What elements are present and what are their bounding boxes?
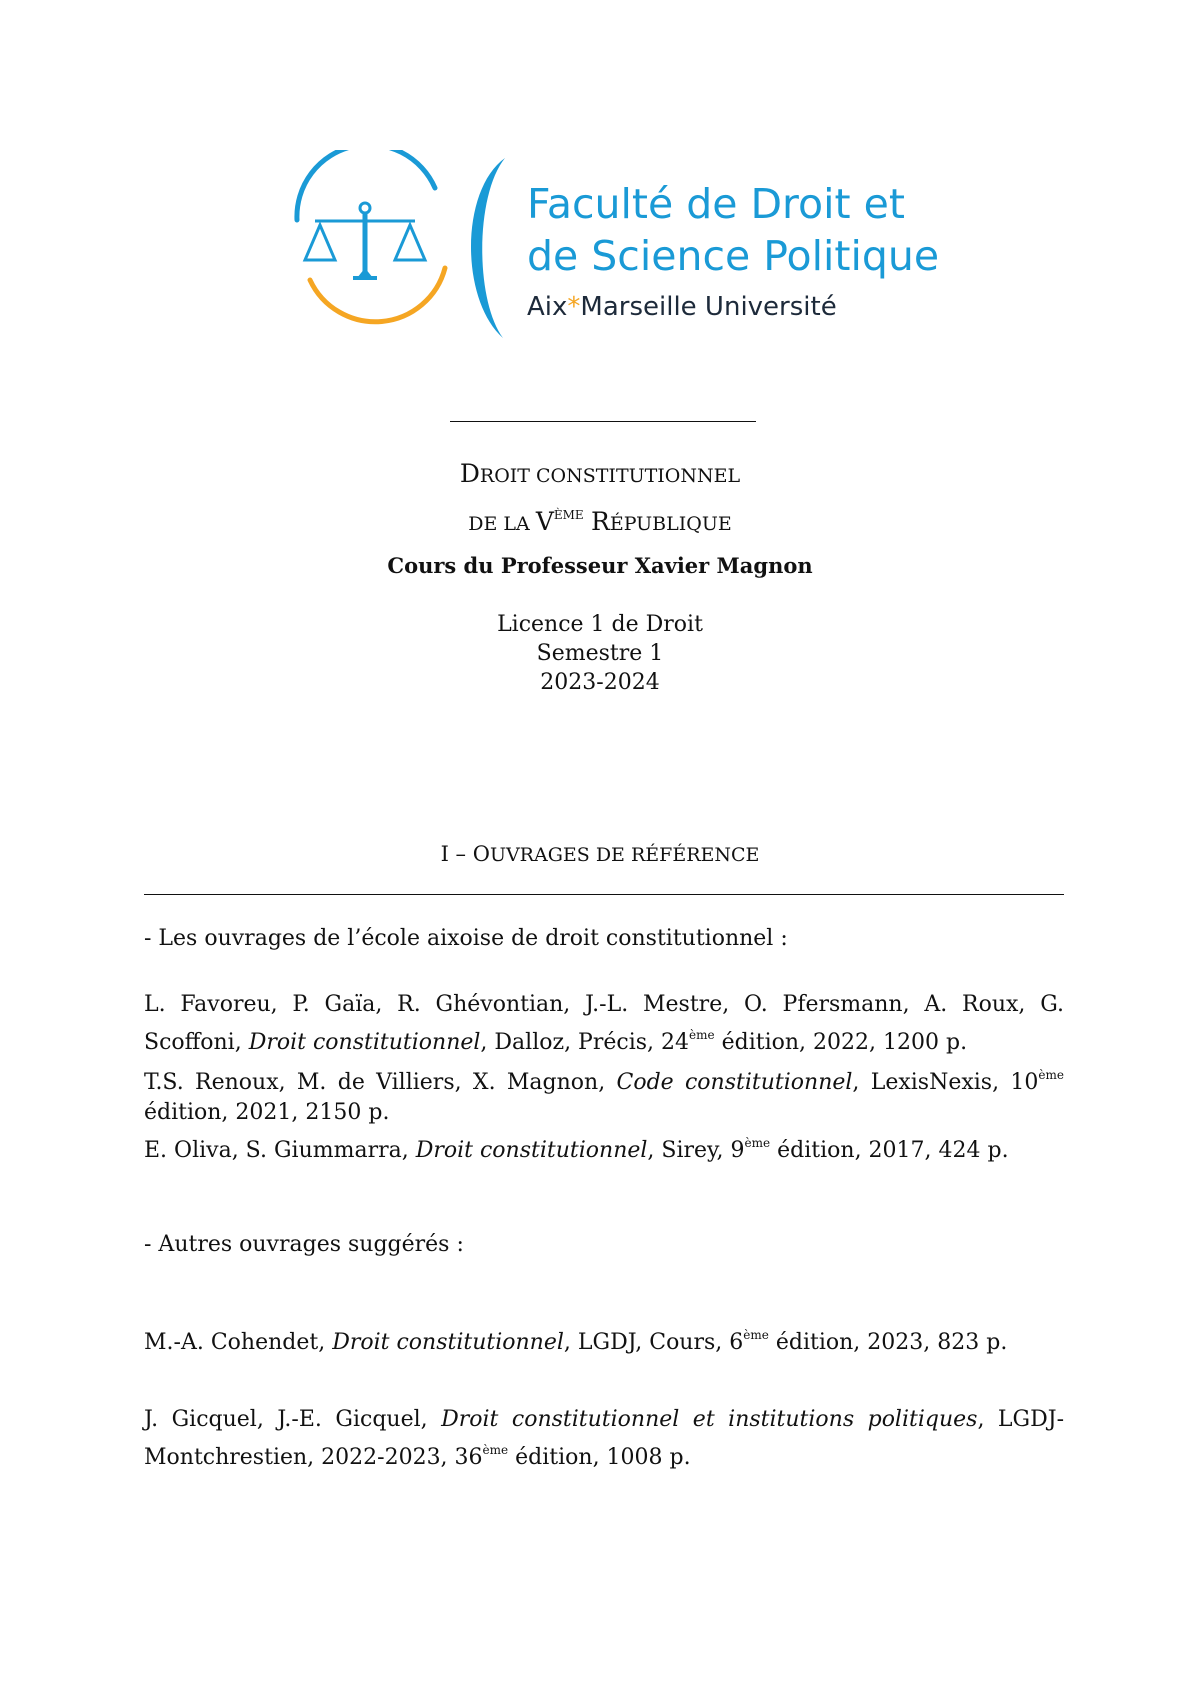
course-meta — [0, 610, 1200, 697]
heading-other-works: - Autres ouvrages suggérés : — [144, 1232, 464, 1257]
meta-licence: Licence 1 de Droit — [497, 612, 703, 637]
logo-marseille: Marseille Université — [580, 292, 837, 322]
document-title-line-2: DE LA VÈME RÉPUBLIQUE — [468, 507, 732, 536]
reference-4: M.-A. Cohendet, Droit constitutionnel, LGDJ, Cours, 6ème édition, 2023, 823 p. — [144, 1328, 1008, 1355]
section-title: I – OUVRAGES DE RÉFÉRENCE — [440, 842, 760, 866]
scales-of-justice-icon — [285, 150, 525, 350]
document-title-line-1: DROIT CONSTITUTIONNEL — [459, 459, 741, 488]
logo-line-3 — [527, 292, 939, 322]
meta-year: 2023-2024 — [540, 670, 660, 695]
logo-line-1: Faculté de Droit et — [527, 180, 905, 228]
reference-1: L. Favoreu, P. Gaïa, R. Ghévontian, J.-L. Mestre, O. Pfersmann, A. Roux, G. Scoffoni, Droit constitutionnel, Dalloz, Précis, 24ème édition, 2022, 1200 p. — [144, 992, 1064, 1055]
reference-3: E. Oliva, S. Giummarra, Droit constitutionnel, Sirey, 9ème édition, 2017, 424 p. — [144, 1136, 1009, 1163]
logo-line-2: de Science Politique — [527, 232, 940, 280]
course-subtitle: Cours du Professeur Xavier Magnon — [387, 553, 813, 578]
title-rule — [450, 421, 756, 422]
meta-semestre: Semestre 1 — [536, 641, 664, 666]
reference-5: J. Gicquel, J.-E. Gicquel, Droit constitutionnel et institutions politiques, LGDJ- Montchrestien, 2022-2023, 36ème édition, 1008 p. — [144, 1407, 1065, 1470]
section-rule — [144, 894, 1064, 895]
logo-text — [527, 178, 939, 322]
logo-aix: Aix — [527, 292, 568, 322]
faculty-logo — [285, 150, 940, 350]
heading-aix-school: - Les ouvrages de l’école aixoise de droit constitutionnel : — [144, 926, 788, 951]
reference-2: T.S. Renoux, M. de Villiers, X. Magnon, Code constitutionnel, LexisNexis, 10ème édition, 2021, 2150 p. — [144, 1068, 1064, 1125]
logo-star: * — [567, 292, 581, 322]
